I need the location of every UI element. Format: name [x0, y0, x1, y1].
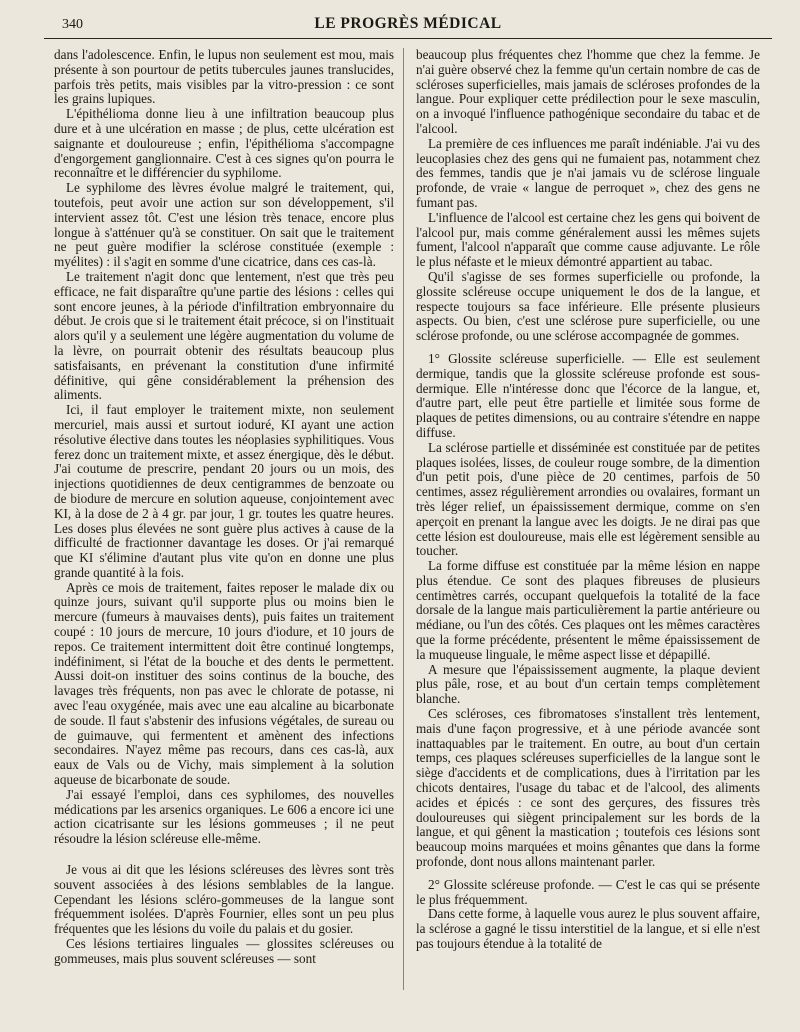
paragraph: Dans cette forme, à laquelle vous aurez le plus souvent affaire, la sclérose a gagné le tissu interstitiel de la langue, et si elle n'est pas toujours étendue à la totalité de: [416, 906, 760, 952]
paragraph: J'ai essayé l'emploi, dans ces syphilomes, des nouvelles médications par les arsenics organiques. Le 606 a encore ici une action cicatrisante sur les lésions gommeuses ; il ne peut résoudre la lésion scléreuse elle-même.: [54, 786, 394, 847]
page-number: 340: [62, 17, 83, 32]
paragraph: Qu'il s'agisse de ses formes superficielle ou profonde, la glossite scléreuse occupe uniquement le dos de la langue, et respecte toujours sa face inférieure. Elle présente plusieurs aspects. Ou bien, c'est une sclérose pure superficielle, ou une sclérose profonde, ou une sclérose accompagnée de gommes.: [416, 268, 760, 344]
paragraph: dans l'adolescence. Enfin, le lupus non seulement est mou, mais présente à son pourtour de petits tubercules jaunes translucides, parfois très petits, mais visibles par la vitro-pression : ce sont les grains lupiques.: [54, 47, 394, 107]
page-header: [44, 12, 772, 39]
paragraph: Le syphilome des lèvres évolue malgré le traitement, qui, toutefois, peut avoir une action sur son développement, s'il intervient assez tôt. C'est une lésion très tenace, encore plus longue à s'atténuer qu'à se constituer. On sait que le traitement ne peut guère modifier la sclérose constituée (exemple : myélites) : il s'agit en somme d'une cicatrice, dans ces cas-là.: [54, 180, 394, 270]
paragraph: Après ce mois de traitement, faites reposer le malade dix ou quinze jours, suivant qu'il supporte plus ou moins bien le mercure (fumeurs à mauvaises dents), puis faites un traitement coupé : 10 jours de mercure, 10 jours d'iodure, et 10 jours de repos. Ce traitement intermittent doit être continué longtemps, indéfiniment, si l'état de la bouche et des dents le permettent. Aussi doit-on instituer des soins continus de la bouche, des lavages très fréquents, non pas avec le chlorate de potasse, ni avec l'eau oxygénée, mais avec une eau alcaline au bicarbonate de soude. Il faut s'abstenir des infusions végétales, de sureau ou de guimauve, qui fermentent et amènent des infections secondaires. N'ayez même pas recours, dans ces cas-là, aux eaux de Vals ou de Vichy, mais simplement à la solution aqueuse de bicarbonate de soude.: [54, 579, 394, 788]
paragraph: La forme diffuse est constituée par la même lésion en nappe plus étendue. Ce sont des plaques fibreuses de plusieurs centimètres carrés, occupant quelquefois la totalité de la face dorsale de la langue mais particulièrement la partie antérieure ou médiane, ou l'un des côtés. Ces plaques ont les mêmes caractères que la forme précédente, présentent le même épaississement de la muqueuse linguale, le même aspect lisse et dépapillé.: [416, 558, 760, 662]
section-heading-paragraph: 1° Glossite scléreuse superficielle. — Elle est seulement dermique, tandis que la glossite scléreuse profonde est sous-dermique. Elle n'intéresse donc que l'écorce de la langue, et, d'autre part, elle peut être partielle et limitée sous forme de plaques de petites dimensions, ou au contraire s'étendre en nappe diffuse.: [416, 350, 760, 440]
paragraph: A mesure que l'épaississement augmente, la plaque devient plus pâle, rose, et au bout d'un certain temps complètement blanche.: [416, 661, 760, 707]
journal-title: LE PROGRÈS MÉDICAL: [314, 15, 502, 32]
section-heading-paragraph: 2° Glossite scléreuse profonde. — C'est le cas qui se présente le plus fréquemment.: [416, 876, 760, 907]
left-column: [54, 48, 394, 967]
right-column: [416, 48, 760, 952]
paragraph: Ces lésions tertiaires linguales — glossites scléreuses ou gommeuses, mais plus souvent scléreuses — sont: [54, 936, 394, 966]
paragraph: La sclérose partielle et disséminée est constituée par de petites plaques isolées, lisses, de couleur rouge sombre, de la dimention d'un petit pois, d'une pièce de 20 centimes, parfois de 50 centimes, assez régulièrement arrondies ou ovalaires, formant un très léger relief, un épaississement dermique, comme on s'en aperçoit en prenant la langue avec les doigts. Je ne dirai pas que cette lésion est douloureuse, mais elle est légèrement sensible au toucher.: [416, 439, 760, 559]
paragraph: Je vous ai dit que les lésions scléreuses des lèvres sont très souvent associées à des lésions semblables de la langue. Cependant les lésions scléro-gommeuses de la langue sont fréquemment isolées. D'après Fournier, elles sont un peu plus fréquentes que les lésions du voile du palais et du gosier.: [54, 862, 394, 937]
paragraph: La première de ces influences me paraît indéniable. J'ai vu des leucoplasies chez des gens qui ne fumaient pas, notamment chez des femmes, tandis que je n'ai jamais vu de sclérose linguale profonde, de vraie « langue de perroquet », chez des gens ne fumant pas.: [416, 135, 760, 210]
column-divider: [403, 48, 404, 990]
paragraph: L'influence de l'alcool est certaine chez les gens qui boivent de l'alcool pur, mais comme généralement aussi les mêmes sujets fument, l'alcool n'apparaît que comme cause adjuvante. Le rôle le plus néfaste et le mieux démontré appartient au tabac.: [416, 209, 760, 270]
paragraph: Le traitement n'agit donc que lentement, n'est que très peu efficace, ne fait disparaître qu'une partie des lésions : celles qui sont encore jeunes, à la période d'infiltration embryonnaire du début. Je crois que si le traitement était précoce, si on l'instituait alors qu'il y a seulement une légère augmentation du volume de la lèvre, on pourrait obtenir des résultats beaucoup plus satisfaisants, en prévenant la constitution d'une infirmité définitive, qui gêne considérablement la préhension des aliments.: [54, 268, 394, 403]
paragraph: Ici, il faut employer le traitement mixte, non seulement mercuriel, mais aussi et surtout ioduré, KI ayant une action résolutive élective dans toutes les néoplasies syphilitiques. Vous ferez donc un traitement mixte, et assez énergique, dès le début. J'ai coutume de prescrire, pendant 20 jours ou un mois, des injections quotidiennes de deux centigrammes de benzoate ou de biodure de mercure en solution aqueuse, conjointement avec KI, à la dose de 2 à 4 gr. par jour, 1 gr. toutes les quatre heures. Les doses plus élevées ne sont guère plus actives à cause de la difficulté de fractionner davantage les doses. Or j'ai remarqué que KI s'élimine d'autant plus vite qu'on en donne une plus grande quantité à la fois.: [54, 402, 394, 580]
paragraph: beaucoup plus fréquentes chez l'homme que chez la femme. Je n'ai guère observé chez la femme qu'un certain nombre de cas de scléroses superficielles, mais jamais de scléroses profondes de la langue. Pour expliquer cette prédilection pour le sexe masculin, on a invoqué l'influence pathogénique secondaire du tabac et de l'alcool.: [416, 47, 760, 136]
paragraph: L'épithélioma donne lieu à une infiltration beaucoup plus dure et à une ulcération en masse ; de plus, cette ulcération est saignante et douloureuse ; enfin, l'épithélioma s'accompagne d'engorgement ganglionnaire. C'est à ces signes qu'on pourra le reconnaître et le différencier du syphilome.: [54, 106, 394, 181]
paragraph: Ces scléroses, ces fibromatoses s'installent très lentement, mais d'une façon progressive, et à une période avancée sont inattaquables par le traitement. En outre, au bout d'un certain temps, ces plaques scléreuses superficielles de la langue sont le siège d'accidents et de complications, dues à l'irritation par les chicots dentaires, l'usage du tabac et de l'alcool, des aliments acides et épicés : ce sont des gerçures, des fissures très douloureuses qui siègent principalement sur les bords de la langue, et qui gênent la mastication ; toutefois ces lésions sont beaucoup moins marquées et moins gênantes que dans la forme profonde, dont nous allons maintenant parler.: [416, 706, 760, 870]
